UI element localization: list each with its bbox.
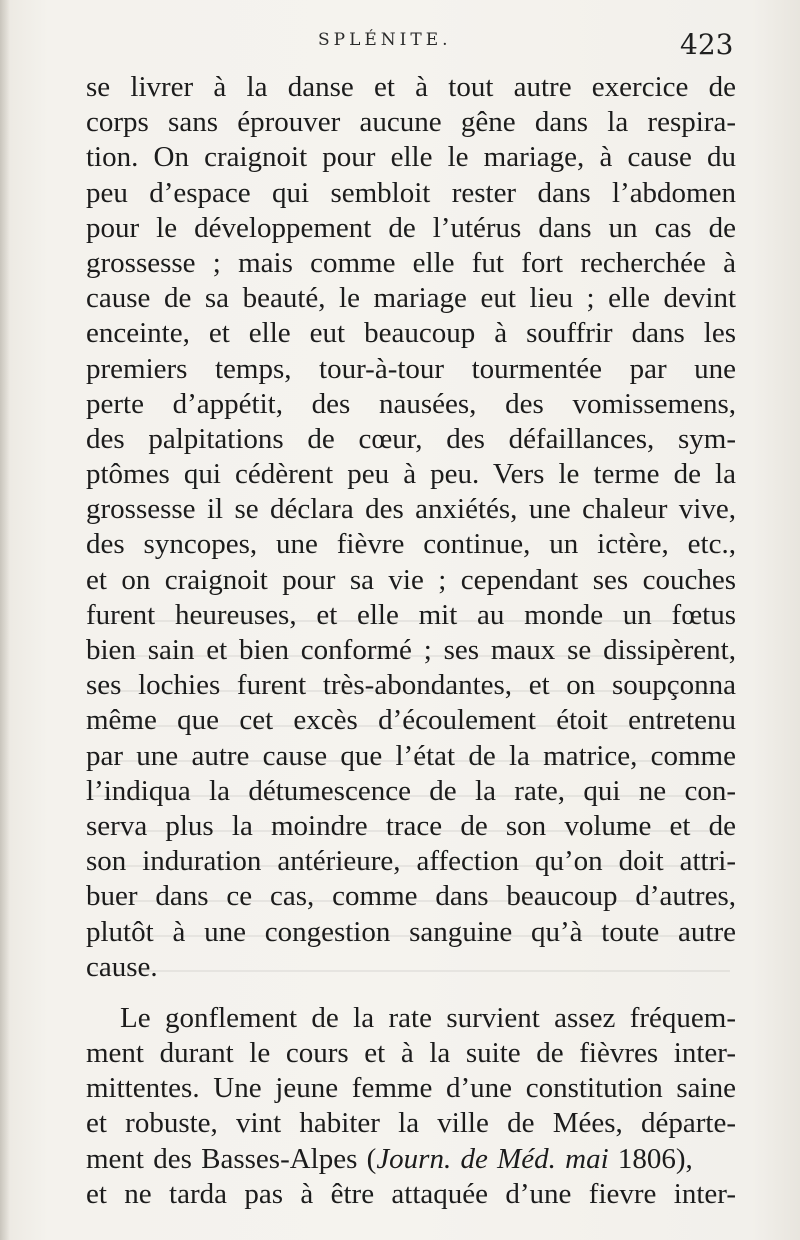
text-line: bien sain et bien conformé ; ses maux se dissipèrent, (86, 634, 736, 666)
citation-line (86, 1142, 736, 1177)
text-line: grossesse il se déclara des anxiétés, une chaleur vive, (86, 493, 736, 526)
text-line: ptômes qui cédèrent peu à peu. Vers le terme de la (86, 458, 736, 491)
citation-italic: Journ. de Méd. mai (376, 1142, 609, 1175)
text-line: son induration antérieure, affection qu’on doit attri- (86, 845, 736, 878)
text-line: l’indiqua la détumescence de la rate, qui ne con- (86, 774, 736, 807)
text-line: furent heureuses, et elle mit au monde un fœtus (86, 598, 736, 631)
text-line: des palpitations de cœur, des défaillances, sym- (86, 422, 736, 455)
text-line: par une autre cause que l’état de la matrice, comme (86, 739, 736, 772)
text-line: grossesse ; mais comme elle fut fort recherchée à (86, 246, 736, 279)
text-line: corps sans éprouver aucune gêne dans la respira- (86, 106, 736, 139)
text-line: enceinte, et elle eut beaucoup à souffrir dans les (86, 317, 736, 350)
text-line: des syncopes, une fièvre continue, un ictère, etc., (86, 528, 736, 561)
text-run: 1806), (608, 1142, 693, 1175)
text-line: cause. (86, 950, 158, 983)
paragraph-2 (86, 1001, 736, 1212)
text-line: Le gonflement de la rate survient assez fréquem- (120, 1001, 736, 1034)
text-line: mittentes. Une jeune femme d’une constitution saine (86, 1072, 736, 1105)
text-line: perte d’appétit, des nausées, des vomissemens, (86, 387, 736, 420)
page-number: 423 (680, 28, 734, 61)
paragraph-gap (86, 985, 736, 1001)
text-line: se livrer à la danse et à tout autre exercice de (86, 71, 736, 103)
text-line: et ne tarda pas à être attaquée d’une fievre inter- (86, 1177, 736, 1210)
text-line: tion. On craignoit pour elle le mariage, à cause du (86, 141, 736, 174)
text-line: plutôt à une congestion sanguine qu’à toute autre (86, 915, 736, 948)
text-run: ment des Basses-Alpes ( (86, 1142, 377, 1175)
text-line: pour le développement de l’utérus dans un cas de (86, 211, 736, 244)
text-line: et robuste, vint habiter la ville de Mées, départe- (86, 1107, 736, 1140)
paragraph-1 (86, 70, 736, 985)
text-line: et on craignoit pour sa vie ; cependant ses couches (86, 563, 736, 596)
text-line: serva plus la moindre trace de son volume et de (86, 809, 736, 842)
text-line: peu d’espace qui sembloit rester dans l’abdomen (86, 176, 736, 209)
text-line: ses lochies furent très-abondantes, et on soupçonna (86, 669, 736, 702)
spine-shadow (0, 0, 10, 1240)
body-text (86, 70, 736, 1212)
text-line: cause de sa beauté, le mariage eut lieu ; elle devint (86, 282, 736, 315)
text-line: ment durant le cours et à la suite de fièvres inter- (86, 1037, 736, 1070)
running-title: SPLÉNITE. (318, 30, 452, 50)
text-line: buer dans ce cas, comme dans beaucoup d’autres, (86, 880, 736, 913)
text-line: premiers temps, tour-à-tour tourmentée par une (86, 352, 736, 385)
text-line: même que cet excès d’écoulement étoit entretenu (86, 704, 736, 737)
